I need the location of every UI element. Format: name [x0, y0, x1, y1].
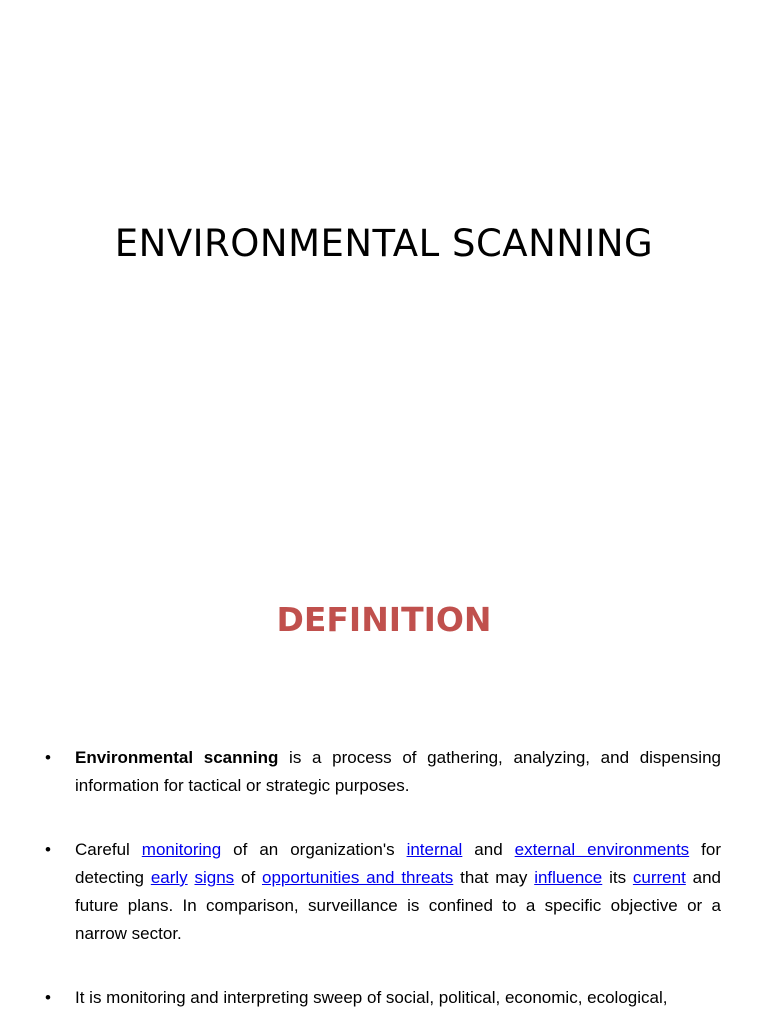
list-item [45, 984, 721, 1012]
bullet-icon: • [45, 748, 51, 767]
slide-title: ENVIRONMENTAL SCANNING [114, 222, 654, 265]
item-text: and future plans. In comparison, surveillance is confined to a specific objective or a narrow sector. [75, 868, 721, 943]
item-text: of an organization's [221, 840, 407, 859]
link-early[interactable]: early [150, 868, 188, 887]
bullet-icon: • [45, 988, 51, 1007]
definition-list [45, 744, 721, 1024]
item-text: that may [453, 868, 535, 887]
link-internal[interactable]: internal [406, 840, 463, 859]
item-text: It is monitoring and interpreting sweep of social, political, economic, ecological, [75, 988, 668, 1007]
term-bold: Environmental scanning [75, 748, 279, 767]
link-influence[interactable]: influence [534, 868, 603, 887]
item-text: and [462, 840, 515, 859]
item-text: Careful [75, 840, 142, 859]
link-monitoring[interactable]: monitoring [141, 840, 222, 859]
bullet-icon: • [45, 840, 51, 859]
link-signs[interactable]: signs [194, 868, 235, 887]
link-external-environments[interactable]: external environments [514, 840, 690, 859]
list-item [45, 836, 721, 948]
link-current[interactable]: current [632, 868, 686, 887]
definition-heading: DEFINITION [276, 600, 492, 639]
link-opportunities-and-threats[interactable]: opportunities and threats [261, 868, 454, 887]
item-text: its [602, 868, 633, 887]
item-text: of [234, 868, 262, 887]
list-item [45, 744, 721, 800]
item-text: for detecting [75, 840, 721, 887]
item-text: is a process of gathering, analyzing, and dispensing information for tactical or strategic purposes. [75, 748, 721, 795]
